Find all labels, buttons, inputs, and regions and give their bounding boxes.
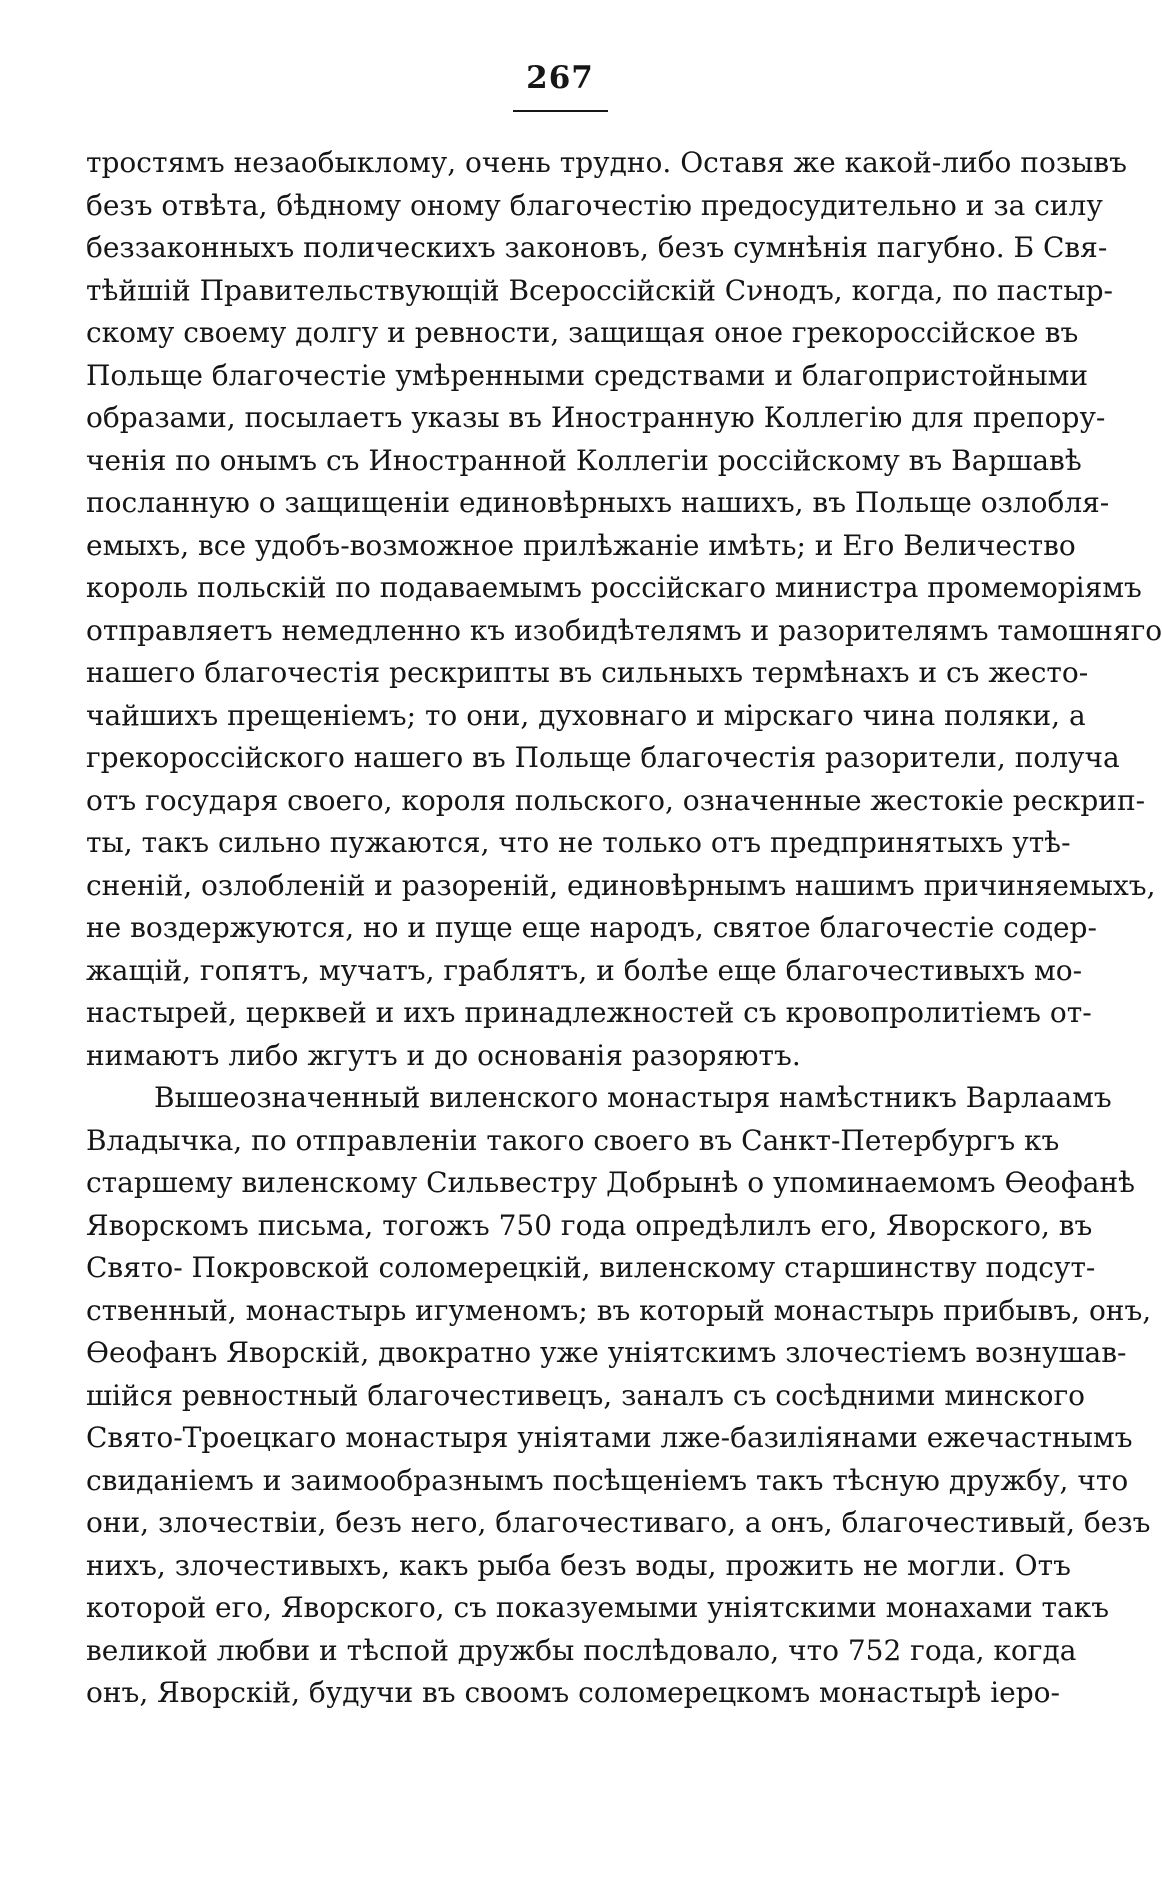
text-line: Свято- Покровской соломерецкій, виленскому старшинству подсут-	[86, 1251, 1096, 1284]
text-line: чайшихъ прещеніемъ; то они, духовнаго и мірскаго чина поляки, а	[86, 698, 1086, 732]
text-line: нихъ, злочестивыхъ, какъ рыба безъ воды, прожить не могли. Отъ	[86, 1548, 1071, 1582]
text-line: ченія по онымъ съ Иностранной Коллегіи россійскому въ Варшавѣ	[86, 443, 1082, 477]
text-line: беззаконныхъ полическихъ законовъ, безъ сумнѣнія пагубно. Б Свя-	[86, 231, 1108, 264]
text-line: Польще благочестіе умѣренными средствами и благопристойными	[86, 358, 1089, 392]
text-line: Вышеозначенный виленского монастыря намѣстникъ Варлаамъ	[154, 1081, 1112, 1114]
body-text	[86, 142, 1162, 1715]
text-line: великой любви и тѣспой дружбы послѣдовало, что 752 года, когда	[86, 1633, 1077, 1667]
text-line: емыхъ, все удобъ-возможное прилѣжаніе имѣть; и Его Величество	[86, 528, 1076, 562]
text-line: король польскій по подаваемымъ россійскаго министра промеморіямъ	[86, 571, 1142, 604]
text-line: грекороссійского нашего въ Польще благочестія разорители, получа	[86, 741, 1120, 774]
text-line: которой его, Яворского, съ показуемыми уніятскими монахами такъ	[86, 1591, 1110, 1624]
text-line: ственный, монастырь игуменомъ; въ который монастырь прибывъ, онъ,	[86, 1293, 1152, 1327]
text-line: ты, такъ сильно пужаются, что не только отъ предпринятыхъ утѣ-	[86, 826, 1071, 859]
text-line: образами, посылаетъ указы въ Иностранную Коллегію для препору-	[86, 401, 1106, 434]
text-line: тростямъ незаобыклому, очень трудно. Оставя же какой-либо позывъ	[86, 146, 1127, 179]
text-line: сненій, озлобленій и разореній, единовѣрнымъ нашимъ причиняемыхъ,	[86, 868, 1156, 902]
text-line: отъ государя своего, короля польского, означенные жестокіе рескрип-	[86, 783, 1146, 817]
text-line: посланную о защищеніи единовѣрныхъ нашихъ, въ Польще озлобля-	[86, 486, 1110, 519]
text-line: Ѳеофанъ Яворскій, двократно уже уніятскимъ злочестіемъ вознушав-	[86, 1336, 1127, 1369]
text-line: свиданіемъ и заимообразнымъ посѣщеніемъ такъ тѣсную дружбу, что	[86, 1463, 1129, 1497]
text-line: скому своему долгу и ревности, защищая оное грекороссійское въ	[86, 316, 1079, 349]
paragraph	[86, 1077, 1152, 1715]
paragraph	[86, 142, 1162, 1077]
text-line: тѣйшій Правительствующій Всероссійскій Сνнодъ, когда, по пастыр-	[86, 273, 1113, 307]
text-line: шійся ревностный благочестивецъ, заналъ съ сосѣдними минского	[86, 1378, 1085, 1412]
text-line: Яворскомъ письма, тогожъ 750 года опредѣлилъ его, Яворского, въ	[86, 1208, 1093, 1242]
text-line: старшему виленскому Сильвестру Добрынѣ о упоминаемомъ Ѳеофанѣ	[86, 1166, 1136, 1199]
text-line: безъ отвѣта, бѣдному оному благочестію предосудительно и за силу	[86, 188, 1103, 222]
text-line: настырей, церквей и ихъ принадлежностей съ кровопролитіемъ от-	[86, 996, 1092, 1029]
text-line: жащій, гопятъ, мучатъ, граблятъ, и болѣе еще благочестивыхъ мо-	[86, 953, 1083, 987]
page-number: 267	[526, 60, 594, 96]
text-line: они, злочествіи, безъ него, благочестиваго, а онъ, благочестивый, безъ	[86, 1506, 1151, 1539]
page-number-underline	[513, 110, 608, 112]
text-line: не воздержуются, но и пуще еще народъ, святое благочестіе содер-	[86, 911, 1097, 944]
text-line: Свято-Троецкаго монастыря уніятами лже-базиліянами ежечастнымъ	[86, 1421, 1133, 1454]
text-line: отправляетъ немедленно къ изобидѣтелямъ и разорителямъ тамошняго	[86, 613, 1162, 647]
text-line: нимаютъ либо жгутъ и до основанія разоряютъ.	[86, 1038, 801, 1072]
text-line: нашего благочестія рескрипты въ сильныхъ термѣнахъ и съ жесто-	[86, 656, 1089, 689]
text-line: Владычка, по отправленіи такого своего въ Санкт-Петербургъ къ	[86, 1123, 1060, 1157]
text-line: онъ, Яворскій, будучи въ своомъ соломерецкомъ монастырѣ іеро-	[86, 1676, 1060, 1709]
